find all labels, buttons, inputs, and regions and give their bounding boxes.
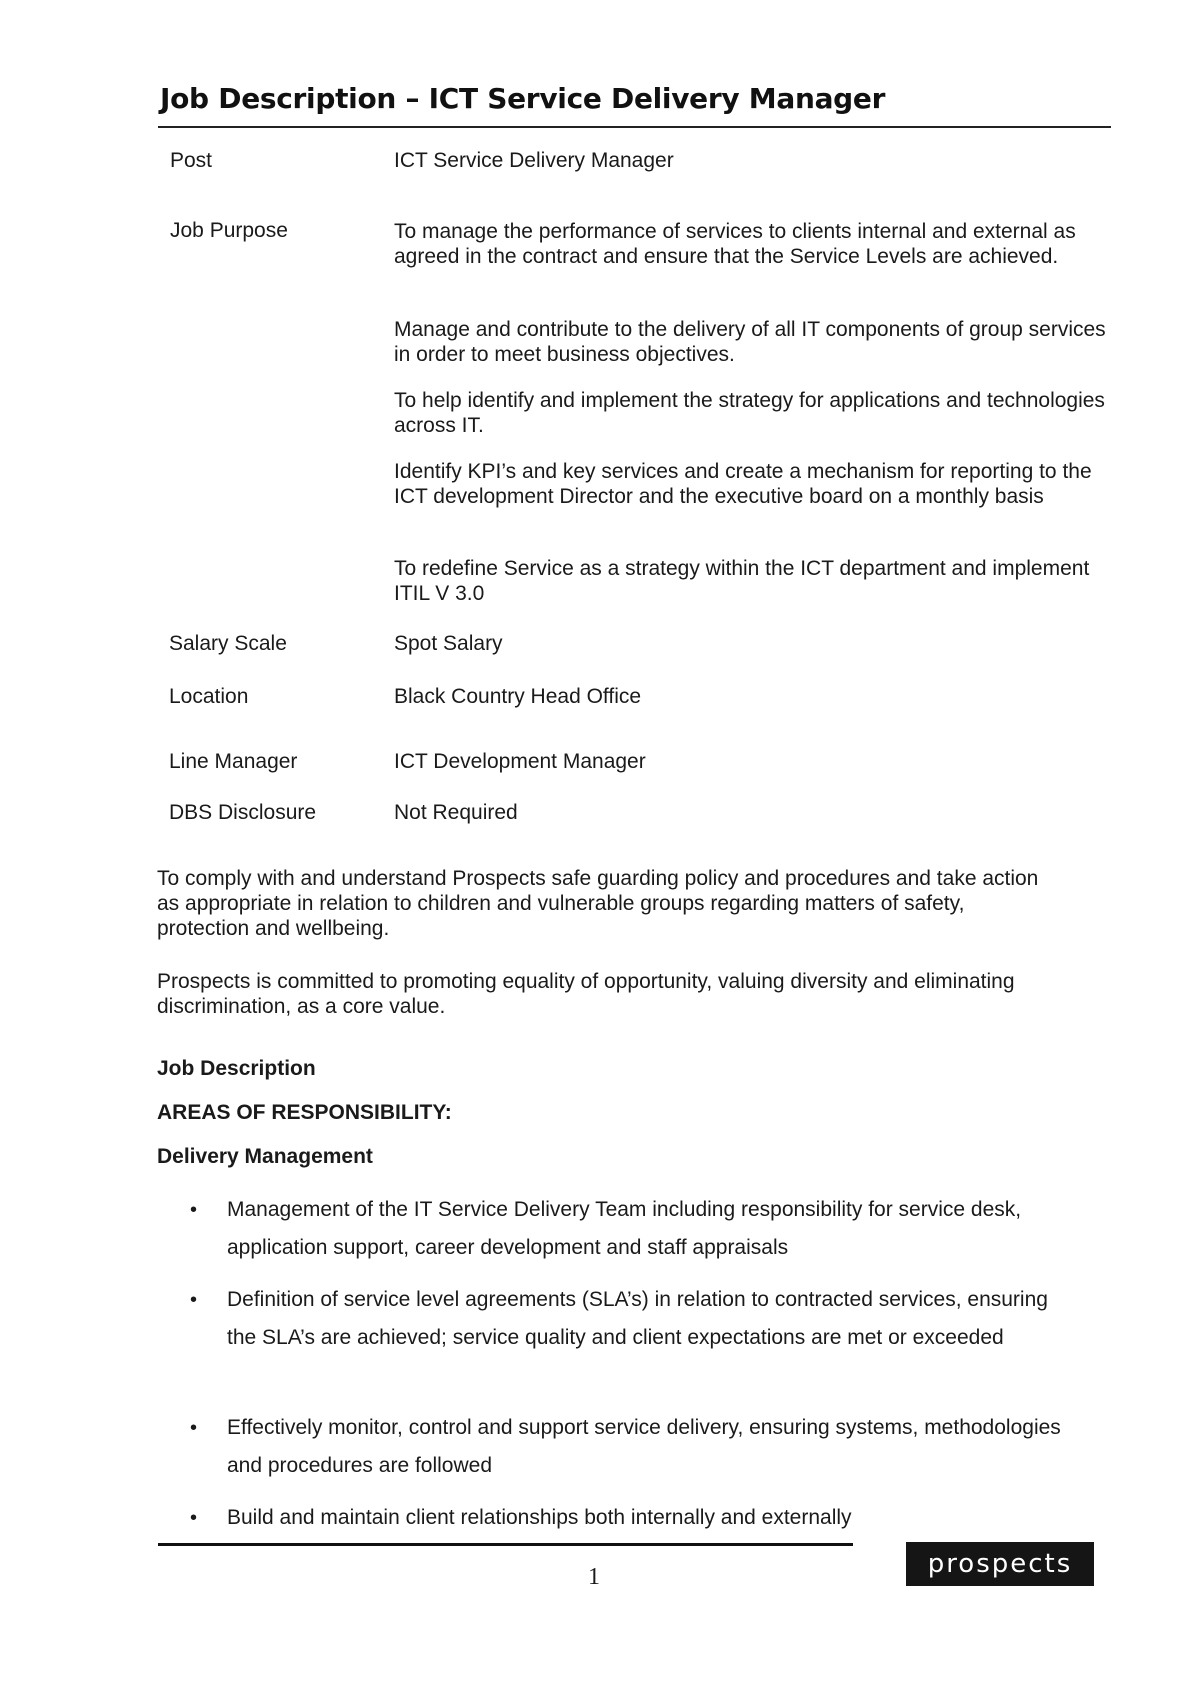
job-purpose-paragraph: Identify KPI’s and key services and create a mechanism for reporting to the ICT development Director and the executive board on a monthly basis: [394, 460, 1092, 508]
list-item-text: Build and maintain client relationships both internally and externally: [227, 1506, 852, 1529]
list-item-text: Management of the IT Service Delivery Team including responsibility for service desk, application support, career development and staff appraisals: [227, 1198, 1022, 1259]
post-value: ICT Service Delivery Manager: [394, 149, 674, 172]
bullet-icon: •: [190, 1507, 198, 1529]
job-purpose-paragraph: To manage the performance of services to clients internal and external as agreed in the contract and ensure that the Service Levels are achieved.: [394, 220, 1076, 268]
list-item-text: Effectively monitor, control and support service delivery, ensuring systems, methodologies and procedures are followed: [227, 1416, 1061, 1477]
line-manager-label: Line Manager: [169, 750, 298, 773]
page-title: Job Description – ICT Service Delivery Manager: [160, 82, 886, 115]
location-label: Location: [169, 685, 249, 708]
title-divider: [158, 126, 1111, 128]
footer-divider: [158, 1543, 853, 1546]
job-purpose-paragraph: To help identify and implement the strategy for applications and technologies across IT.: [394, 389, 1105, 437]
location-value: Black Country Head Office: [394, 685, 642, 708]
bullet-icon: •: [190, 1289, 198, 1311]
job-purpose-paragraph: Manage and contribute to the delivery of all IT components of group services in order to meet business objectives.: [394, 318, 1106, 366]
page-number: 1: [588, 1564, 600, 1590]
safeguarding-statement: To comply with and understand Prospects safe guarding policy and procedures and take action as appropriate in relation to children and vulnerable groups regarding matters of safety, protection and wellbeing.: [157, 867, 1039, 940]
equality-statement: Prospects is committed to promoting equality of opportunity, valuing diversity and eliminating discrimination, as a core value.: [157, 970, 1015, 1018]
bullet-icon: •: [190, 1199, 198, 1221]
salary-scale-value: Spot Salary: [394, 632, 503, 655]
dbs-disclosure-label: DBS Disclosure: [169, 801, 317, 824]
dbs-disclosure-value: Not Required: [394, 801, 518, 824]
bullet-icon: •: [190, 1417, 198, 1439]
job-purpose-paragraph: To redefine Service as a strategy within the ICT department and implement ITIL V 3.0: [394, 557, 1090, 605]
salary-scale-label: Salary Scale: [169, 632, 287, 655]
job-description-heading: Job Description: [157, 1057, 316, 1080]
areas-of-responsibility-heading: AREAS OF RESPONSIBILITY:: [157, 1101, 452, 1124]
delivery-management-heading: Delivery Management: [157, 1145, 373, 1168]
list-item-text: Definition of service level agreements (SLA’s) in relation to contracted services, ensuring the SLA’s are achieved; service quality and client expectations are met or exceeded: [227, 1288, 1048, 1349]
line-manager-value: ICT Development Manager: [394, 750, 646, 773]
job-purpose-label: Job Purpose: [170, 219, 288, 242]
post-label: Post: [170, 149, 213, 172]
prospects-logo: prospects: [906, 1542, 1094, 1586]
